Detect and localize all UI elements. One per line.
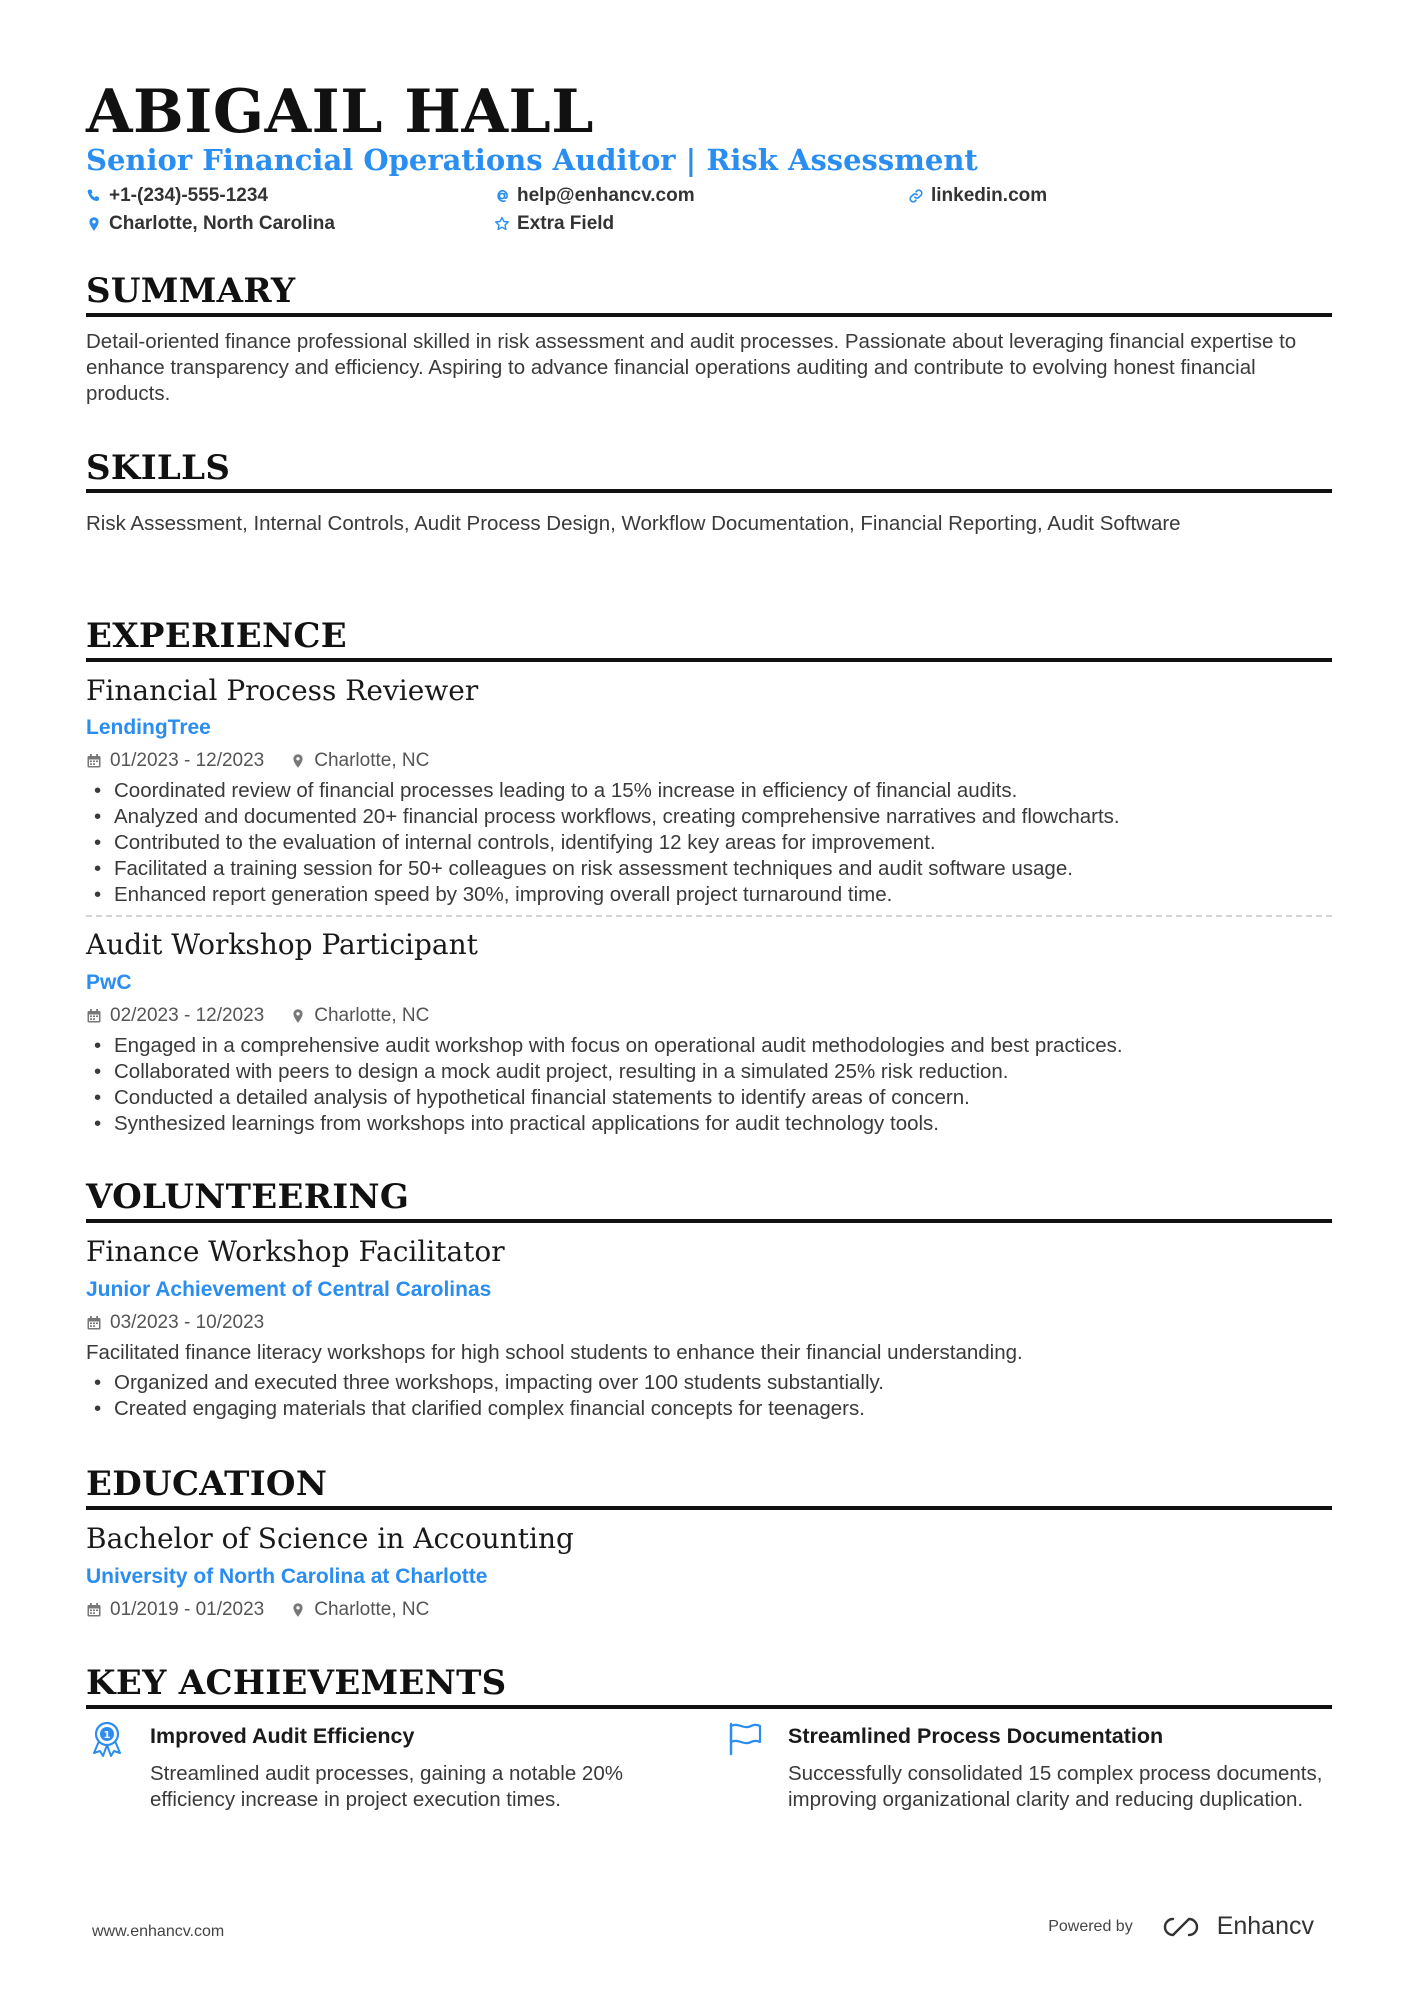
skills-text: Risk Assessment, Internal Controls, Audit Process Design, Workflow Documentation, Financial Reporting, Audit Software <box>86 512 1181 535</box>
contact-linkedin[interactable] <box>908 186 1047 205</box>
experience-heading: EXPERIENCE <box>86 616 347 656</box>
experience-company[interactable]: PwC <box>86 971 132 994</box>
experience-location <box>290 1006 429 1025</box>
powered-by-label: Powered by <box>1048 1917 1133 1935</box>
achievement-description: Streamlined audit processes, gaining a notable 20% efficiency increase in project execution times. <box>150 1762 623 1811</box>
summary-text: Detail-oriented finance professional skilled in risk assessment and audit processes. Passionate about leveraging financial expertise to enhance transparency and efficiency. Aspiring to advance financial operations auditing and contribute to evolving honest financial products. <box>86 330 1297 405</box>
volunteering-role: Finance Workshop Facilitator <box>86 1235 505 1268</box>
education-dates: 01/2019 - 01/2023 <box>110 1599 265 1620</box>
list-item: • Organized and executed three workshops, impacting over 100 students substantially. <box>86 1370 1326 1396</box>
contact-info <box>86 186 1332 242</box>
award-ribbon-icon <box>90 1721 124 1757</box>
contact-extra <box>494 214 614 233</box>
enhancv-logo-icon <box>1159 1915 1207 1939</box>
list-item: • Engaged in a comprehensive audit workshop with focus on operational audit methodologies and best practices. <box>86 1033 1326 1059</box>
experience-bullets <box>86 778 1326 908</box>
achievement-description: Successfully consolidated 15 complex process documents, improving organizational clarity and reducing duplication. <box>788 1762 1323 1811</box>
volunteering-description: Facilitated finance literacy workshops for high school students to enhance their financial understanding. <box>86 1341 1023 1364</box>
contact-location <box>86 214 335 233</box>
footer-branding <box>1048 1912 1314 1941</box>
map-pin-icon <box>290 1602 306 1618</box>
experience-dates: 02/2023 - 12/2023 <box>110 1005 265 1026</box>
contact-email[interactable] <box>494 186 695 205</box>
volunteering-organization[interactable]: Junior Achievement of Central Carolinas <box>86 1278 492 1301</box>
footer-website[interactable]: www.enhancv.com <box>92 1923 225 1940</box>
candidate-headline: Senior Financial Operations Auditor | Risk Assessment <box>86 143 978 177</box>
location-text: Charlotte, North Carolina <box>109 213 335 234</box>
experience-role: Financial Process Reviewer <box>86 674 479 707</box>
volunteering-meta <box>86 1313 264 1332</box>
education-school[interactable]: University of North Carolina at Charlotte <box>86 1565 488 1588</box>
volunteering-dates: 03/2023 - 10/2023 <box>110 1312 265 1333</box>
list-item: • Enhanced report generation speed by 30%, improving overall project turnaround time. <box>86 882 1326 908</box>
volunteering-heading: VOLUNTEERING <box>86 1177 410 1217</box>
education-degree: Bachelor of Science in Accounting <box>86 1522 574 1555</box>
experience-dates: 01/2023 - 12/2023 <box>110 750 265 771</box>
experience-role: Audit Workshop Participant <box>86 928 478 961</box>
achievements-divider <box>86 1705 1332 1709</box>
education-meta <box>86 1600 429 1619</box>
svg-text:1: 1 <box>103 1730 111 1741</box>
experience-location-text: Charlotte, NC <box>314 1005 430 1026</box>
list-item: • Facilitated a training session for 50+ colleagues on risk assessment techniques and audit software usage. <box>86 856 1326 882</box>
list-item: • Coordinated review of financial processes leading to a 15% increase in efficiency of financial audits. <box>86 778 1326 804</box>
summary-divider <box>86 313 1332 317</box>
link-icon <box>908 188 924 204</box>
achievement-title: Improved Audit Efficiency <box>150 1724 415 1748</box>
calendar-icon <box>86 1008 102 1024</box>
at-sign-icon <box>494 188 510 204</box>
map-pin-icon <box>290 1008 306 1024</box>
contact-phone[interactable] <box>86 186 268 205</box>
list-item: • Synthesized learnings from workshops into practical applications for audit technology tools. <box>86 1111 1326 1137</box>
map-pin-icon <box>86 216 102 232</box>
summary-heading: SUMMARY <box>86 271 296 311</box>
experience-bullets <box>86 1033 1326 1137</box>
list-item: • Collaborated with peers to design a mock audit project, resulting in a simulated 25% risk reduction. <box>86 1059 1326 1085</box>
linkedin-text: linkedin.com <box>931 185 1048 206</box>
achievements-heading: KEY ACHIEVEMENTS <box>86 1663 507 1703</box>
experience-location-text: Charlotte, NC <box>314 750 430 771</box>
calendar-icon <box>86 753 102 769</box>
experience-company[interactable]: LendingTree <box>86 716 211 739</box>
list-item: • Contributed to the evaluation of internal controls, identifying 12 key areas for improvement. <box>86 830 1326 856</box>
calendar-icon <box>86 1602 102 1618</box>
skills-heading: SKILLS <box>86 448 231 488</box>
education-location <box>290 1600 429 1619</box>
enhancv-wordmark: Enhancv <box>1216 1912 1314 1940</box>
entry-separator <box>86 915 1332 917</box>
phone-icon <box>86 188 102 204</box>
flag-icon <box>728 1721 762 1757</box>
email-text: help@enhancv.com <box>517 185 695 206</box>
experience-location <box>290 751 429 770</box>
list-item: • Created engaging materials that clarified complex financial concepts for teenagers. <box>86 1396 1326 1422</box>
experience-meta <box>86 1006 429 1025</box>
map-pin-icon <box>290 753 306 769</box>
skills-divider <box>86 489 1332 493</box>
calendar-icon <box>86 1315 102 1331</box>
education-heading: EDUCATION <box>86 1464 328 1504</box>
star-icon <box>494 216 510 232</box>
experience-divider <box>86 658 1332 662</box>
education-location-text: Charlotte, NC <box>314 1599 430 1620</box>
volunteering-divider <box>86 1219 1332 1223</box>
list-item: • Analyzed and documented 20+ financial process workflows, creating comprehensive narratives and flowcharts. <box>86 804 1326 830</box>
extra-text: Extra Field <box>517 213 615 234</box>
candidate-name: ABIGAIL HALL <box>86 77 594 147</box>
enhancv-logo[interactable] <box>1159 1912 1314 1941</box>
experience-meta <box>86 751 429 770</box>
education-divider <box>86 1506 1332 1510</box>
list-item: • Conducted a detailed analysis of hypothetical financial statements to identify areas of concern. <box>86 1085 1326 1111</box>
volunteering-bullets <box>86 1370 1326 1422</box>
achievement-title: Streamlined Process Documentation <box>788 1724 1164 1748</box>
phone-text: +1-(234)-555-1234 <box>109 185 268 206</box>
